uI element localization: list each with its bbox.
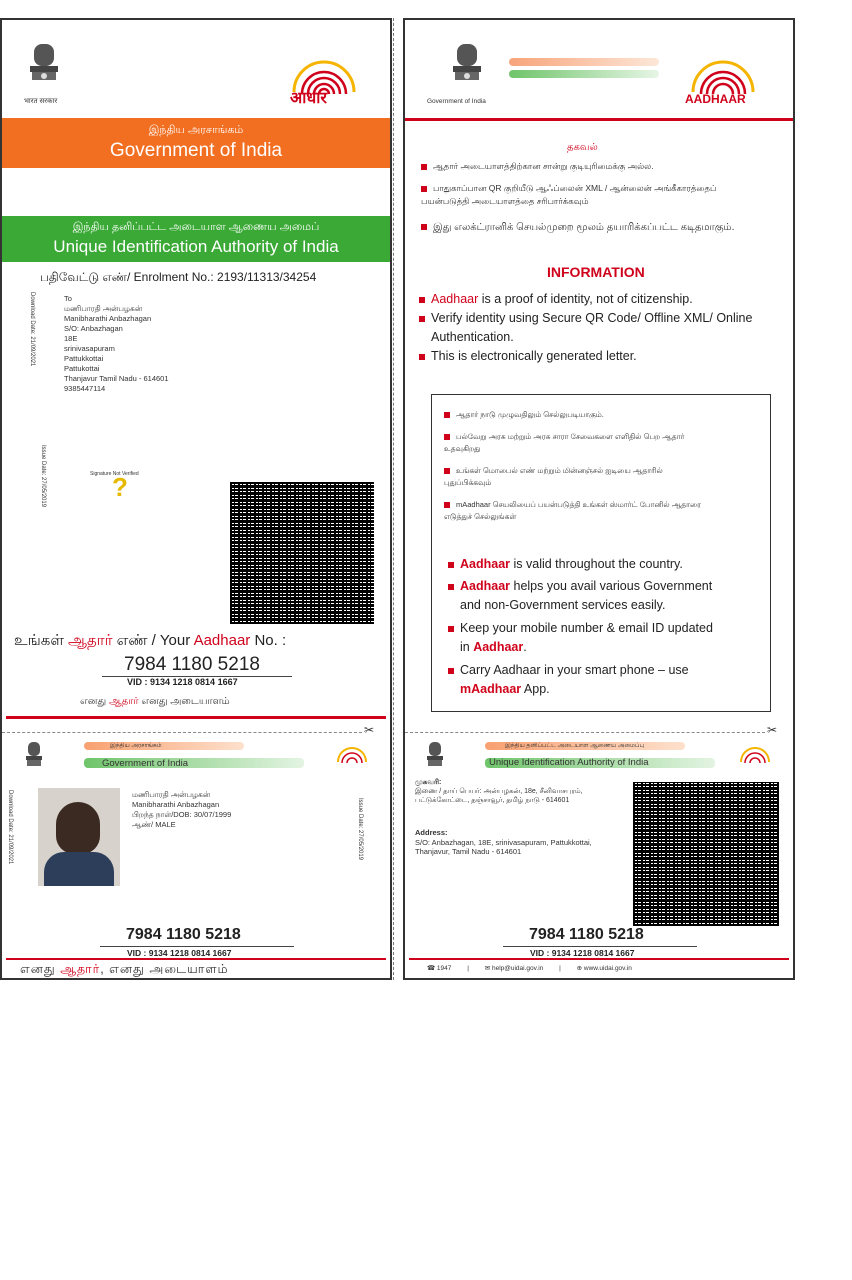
- national-emblem-icon: [22, 738, 46, 774]
- address-line: S/O: Anbazhagan: [64, 324, 123, 333]
- aadhaar-number: 7984 1180 5218: [124, 654, 260, 675]
- info-item: [419, 347, 637, 366]
- holder-name-tamil: மணிபாரதி அன்பழகன்: [132, 790, 211, 799]
- card-vid-number: VID : 9134 1218 0814 1667: [530, 948, 635, 958]
- info-highlight: Aadhaar: [431, 292, 479, 306]
- footer-slogan: [80, 696, 230, 708]
- signature-status: Signature Not Verified: [90, 471, 139, 477]
- label-part: Aadhaar: [193, 632, 251, 649]
- info-tamil-item: [421, 220, 751, 235]
- info-text: in: [460, 640, 474, 654]
- footer-phone: 1947: [436, 965, 452, 972]
- info-text: mAadhaar செயலியைப் பயன்படுத்தி உங்கள் ஸ்மார்ட் போனில் ஆதாரை எடுத்துச் செல்லுங்கள்: [444, 500, 701, 521]
- info-text: App.: [521, 682, 550, 696]
- box-item: [448, 661, 689, 680]
- info-highlight: mAadhaar: [460, 682, 522, 696]
- phone-icon: ☎: [427, 965, 436, 972]
- box-item: [460, 596, 665, 615]
- box-item: [448, 619, 713, 638]
- info-item: [419, 290, 693, 309]
- uidai-english: Unique Identification Authority of India: [53, 237, 339, 256]
- address-label: Address:: [415, 828, 448, 837]
- info-text: உங்கள் மொபைல் எண் மற்றும் மின்னஞ்சல் ஐடியை ஆதாரில் புதுப்பிக்கவும்: [444, 466, 663, 487]
- card-uidai-tamil: இந்திய தனிப்பட்ட அடையாள ஆணைய அமைப்பு: [505, 743, 644, 749]
- holder-name: Manibharathi Anbazhagan: [132, 800, 220, 809]
- email-icon: ✉: [484, 965, 491, 972]
- holder-gender: ஆண்/ MALE: [132, 820, 176, 829]
- scissors-icon: ✂: [767, 723, 778, 737]
- slogan-part: எனது அடையாளம்: [138, 696, 230, 707]
- red-divider: [409, 958, 789, 960]
- info-text: Keep your mobile number & email ID updated: [460, 621, 713, 635]
- address-line: 18E: [64, 334, 78, 343]
- address-label: முகவரி:: [415, 779, 442, 786]
- card-uidai-english: Unique Identification Authority of India: [489, 757, 649, 768]
- slogan-part: எனது: [20, 962, 61, 976]
- card-address-tamil: [415, 778, 625, 805]
- aadhaar-logo-icon: [735, 740, 775, 770]
- number-underline: [100, 946, 294, 947]
- aadhaar-logo-text: आधार: [290, 90, 327, 107]
- aadhaar-logo-icon: [332, 740, 372, 770]
- aadhaar-letter-front: [0, 18, 392, 980]
- info-tamil-item: [421, 160, 751, 173]
- info-highlight: Aadhaar: [460, 557, 511, 571]
- issue-date: Issue Date: 27/05/2019: [40, 445, 46, 508]
- cut-line: [405, 732, 765, 733]
- national-emblem-icon: [22, 38, 66, 98]
- box-item: [448, 577, 712, 596]
- your-aadhaar-label: [14, 632, 286, 651]
- box-tamil-item: [444, 465, 704, 489]
- info-text: is a proof of identity, not of citizenship.: [478, 292, 693, 306]
- info-text: Verify identity using Secure QR Code/ Offline XML/ Online: [431, 311, 753, 325]
- box-item: [448, 555, 683, 574]
- info-text: ஆதார் நாடு முழுவதிலும் செல்லுபடியாகும்.: [456, 410, 604, 419]
- holder-dob: பிறந்த நாள்/DOB: 30/07/1999: [132, 810, 232, 819]
- info-text: is valid throughout the country.: [510, 557, 683, 571]
- address-text: S/O: Anbazhagan, 18E, srinivasapuram, Pattukkottai, Thanjavur, Tamil Nadu - 614601: [415, 837, 592, 856]
- government-band: [2, 118, 390, 168]
- footer-web: www.uidai.gov.in: [583, 965, 632, 972]
- slogan-part: ஆதார்: [60, 962, 101, 976]
- slogan-part: , எனது அடையாளம்: [100, 962, 229, 976]
- emblem-caption: Government of India: [427, 98, 486, 105]
- info-text: பாதுகாப்பான QR குறியீடு ஆஃப்லைன் XML / ஆன்லைன் அங்கீகாரத்தைப் பயன்படுத்தி அடையாளத்தை சரிபார்க்கவும்: [421, 183, 717, 206]
- info-text: helps you avail various Government: [510, 579, 713, 593]
- info-text: Authentication.: [431, 330, 514, 344]
- enrolment-number: பதிவேட்டு எண்/ Enrolment No.: 2193/11313/34254: [40, 270, 317, 284]
- address-line: Pattukkottai: [64, 354, 104, 363]
- label-part: ஆதார்: [68, 632, 113, 649]
- digital-signature: [90, 470, 160, 510]
- label-part: எண் / Your: [112, 632, 194, 649]
- address-line: srinivasapuram: [64, 344, 115, 353]
- card-aadhaar-number: 7984 1180 5218: [529, 926, 644, 943]
- information-heading: INFORMATION: [547, 264, 645, 280]
- vid-number: VID : 9134 1218 0814 1667: [127, 677, 238, 687]
- info-text: பல்வேறு அரசு மற்றும் அரசு சாரா சேவைகளை எளிதில் பெற ஆதார் உதவுகிறது: [444, 432, 685, 453]
- cut-line: [2, 732, 362, 733]
- aadhaar-letter-back: [403, 18, 795, 980]
- label-part: உங்கள்: [14, 632, 69, 649]
- info-highlight: Aadhaar: [473, 640, 524, 654]
- info-tamil-heading: தகவல்: [567, 142, 598, 153]
- aadhaar-logo-text: AADHAAR: [685, 92, 746, 106]
- info-text: .: [523, 640, 527, 654]
- question-mark-icon: ?: [112, 472, 128, 502]
- address-line: To: [64, 294, 72, 303]
- slogan-part: ஆதார்: [108, 696, 139, 707]
- number-underline: [503, 946, 697, 947]
- info-text: This is electronically generated letter.: [431, 349, 637, 363]
- national-emblem-icon: [423, 738, 447, 774]
- box-item: [460, 680, 550, 699]
- info-text: ஆதார் அடையாளத்திற்கான சான்று குடியுரிமைக்கு அல்ல.: [433, 161, 654, 171]
- aadhaar-benefits-box: [431, 394, 771, 712]
- info-highlight: Aadhaar: [460, 579, 511, 593]
- card-aadhaar-number: 7984 1180 5218: [126, 926, 241, 943]
- card-holder-details: [132, 790, 231, 830]
- government-tamil: இந்திய அரசாங்கம்: [148, 124, 244, 136]
- holder-photo: [38, 788, 120, 886]
- download-date: Download Date: 21/09/2021: [29, 292, 35, 367]
- red-divider: [405, 118, 793, 121]
- box-tamil-item: [444, 431, 694, 455]
- card-government-english: Government of India: [102, 758, 189, 769]
- info-text: இது எலக்ட்ரானிக் செயல்முறை மூலம் தயாரிக்கப்பட்ட கடிதமாகும்.: [433, 222, 735, 233]
- slogan-part: எனது: [80, 696, 109, 707]
- address-line: Manibharathi Anbazhagan: [64, 314, 152, 323]
- label-part: No. :: [250, 632, 287, 649]
- saffron-stripe: [84, 742, 244, 750]
- address-line: மணிபாரதி அன்பழகன்: [64, 304, 143, 313]
- red-divider: [6, 958, 386, 960]
- recipient-address: [64, 294, 169, 394]
- box-tamil-item: [444, 409, 754, 420]
- web-icon: ⊕: [576, 965, 583, 972]
- card-vid-number: VID : 9134 1218 0814 1667: [127, 948, 232, 958]
- uidai-band: [2, 216, 390, 262]
- qr-code: [230, 482, 374, 624]
- address-line: Thanjavur Tamil Nadu - 614601: [64, 374, 169, 383]
- address-line: Pattukottai: [64, 364, 100, 373]
- uidai-tamil: இந்திய தனிப்பட்ட அடையாள ஆணைய அமைப்: [72, 221, 320, 233]
- card-download-date: Download Date: 21/09/2021: [7, 790, 13, 865]
- emblem-caption: भारत सरकार: [24, 98, 58, 105]
- government-english: Government of India: [109, 140, 283, 161]
- red-divider: [6, 716, 386, 719]
- footer-email: help@uidai.gov.in: [491, 965, 544, 972]
- card-footer-contacts: ☎ 1947 | ✉ help@uidai.gov.in | ⊕ www.uidai.gov.in: [427, 965, 632, 972]
- card-issue-date: Issue Date: 27/05/2019: [357, 798, 363, 861]
- saffron-stripe: [509, 58, 659, 66]
- box-item: [460, 638, 527, 657]
- scissors-icon: ✂: [364, 723, 375, 737]
- address-line: 9385447114: [64, 384, 106, 393]
- qr-code: [633, 782, 779, 926]
- box-tamil-item: [444, 499, 714, 523]
- address-text: இணை / தாய் பெயர்: அன்பழகன், 18e, சீனிவாசபுரம், பட்டுக்கோட்டை, தஞ்சாவூர், தமிழ் நாடு - 614601: [415, 788, 583, 804]
- card-address: [415, 828, 615, 857]
- info-tamil-item: [421, 182, 741, 208]
- green-stripe: [509, 70, 659, 78]
- info-item: [431, 328, 514, 347]
- card-footer-slogan: [20, 962, 229, 978]
- info-text: and non-Government services easily.: [460, 598, 666, 612]
- info-item: [419, 309, 752, 328]
- card-government-tamil: இந்திய அரசாங்கம்: [110, 743, 162, 749]
- national-emblem-icon: [445, 38, 489, 98]
- info-text: Carry Aadhaar in your smart phone – use: [460, 663, 689, 677]
